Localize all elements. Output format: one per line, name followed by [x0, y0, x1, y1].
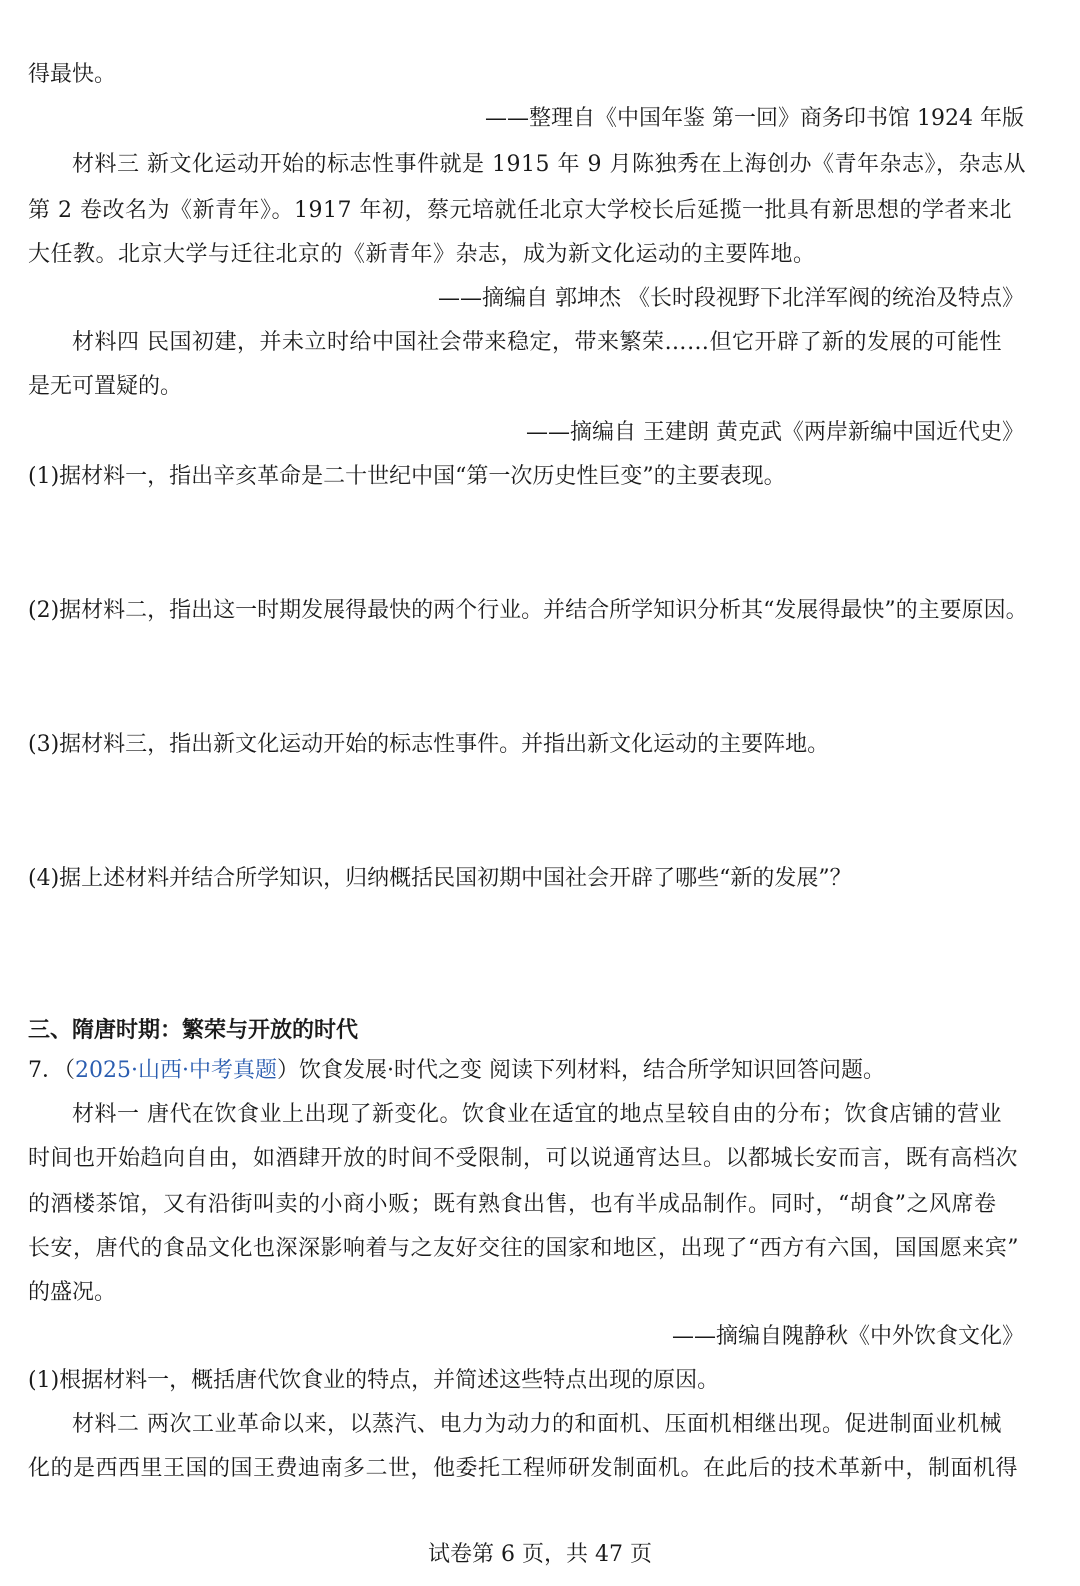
material3-line: 材料三 新文化运动开始的标志性事件就是 1915 年 9 月陈独秀在上海创办《青年杂志》，杂志从 [72, 152, 1026, 177]
source-citation: ——摘编自隗静秋《中外饮食文化》 [671, 1324, 1024, 1349]
question-1: (1)据材料一，指出辛亥革命是二十世纪中国“第一次历史性巨变”的主要表现。 [28, 464, 786, 489]
material3-line: 第 2 卷改名为《新青年》。1917 年初，蔡元培就任北京大学校长后延揽一批具有新思想的学者来北 [28, 198, 1012, 223]
section-heading: 三、隋唐时期：繁荣与开放的时代 [28, 1018, 359, 1043]
material1-line: 时间也开始趋向自由，如酒肆开放的时间不受限制，可以说通宵达旦。以都城长安而言，既有高档次 [28, 1146, 1019, 1171]
material1-line: 的盛况。 [28, 1280, 117, 1305]
material2-line: 材料二 两次工业革命以来，以蒸汽、电力为动力的和面机、压面机相继出现。促进制面业机械 [72, 1412, 1002, 1437]
source-citation: ——整理自《中国年鉴 第一回》商务印书馆 1924 年版 [485, 106, 1024, 131]
page-footer: 试卷第 6 页，共 47 页 [428, 1542, 652, 1567]
source-tag-link[interactable]: 2025·山西·中考真题 [75, 1058, 277, 1083]
question-3: (3)据材料三，指出新文化运动开始的标志性事件。并指出新文化运动的主要阵地。 [28, 732, 830, 757]
question-number: 7． [28, 1058, 64, 1083]
source-citation: ——摘编自 王建朗 黄克武《两岸新编中国近代史》 [526, 420, 1024, 445]
question-2: (2)据材料二，指出这一时期发展得最快的两个行业。并结合所学知识分析其“发展得最快”的主要原因。 [28, 598, 1028, 623]
material3-line: 大任教。北京大学与迁往北京的《新青年》杂志，成为新文化运动的主要阵地。 [28, 242, 816, 267]
question-7-header [28, 1056, 885, 1086]
source-tag-close: ） [277, 1058, 300, 1083]
sub-question-1: (1)根据材料一，概括唐代饮食业的特点，并简述这些特点出现的原因。 [28, 1368, 720, 1393]
material2-line: 化的是西西里王国的国王费迪南多二世，他委托工程师研发制面机。在此后的技术革新中，制面机得 [28, 1456, 1019, 1481]
material1-line: 材料一 唐代在饮食业上出现了新变化。饮食业在适宜的地点呈较自由的分布；饮食店铺的营业 [72, 1102, 1002, 1127]
material1-line: 长安，唐代的食品文化也深深影响着与之友好交往的国家和地区，出现了“西方有六国，国国愿来宾” [28, 1236, 1019, 1261]
question-4: (4)据上述材料并结合所学知识，归纳概括民国初期中国社会开辟了哪些“新的发展”？ [28, 866, 852, 891]
source-citation: ——摘编自 郭坤杰 《长时段视野下北洋军阀的统治及特点》 [438, 286, 1024, 311]
question-title: 饮食发展·时代之变 阅读下列材料，结合所学知识回答问题。 [299, 1058, 886, 1083]
material4-line: 材料四 民国初建，并未立时给中国社会带来稳定，带来繁荣……但它开辟了新的发展的可能性 [72, 330, 1002, 355]
material4-line: 是无可置疑的。 [28, 374, 183, 399]
text-line: 得最快。 [28, 62, 117, 87]
source-tag-open: （ [64, 1058, 76, 1083]
material1-line: 的酒楼茶馆，又有沿街叫卖的小商小贩；既有熟食出售，也有半成品制作。同时，“胡食”之风席卷 [28, 1192, 997, 1217]
